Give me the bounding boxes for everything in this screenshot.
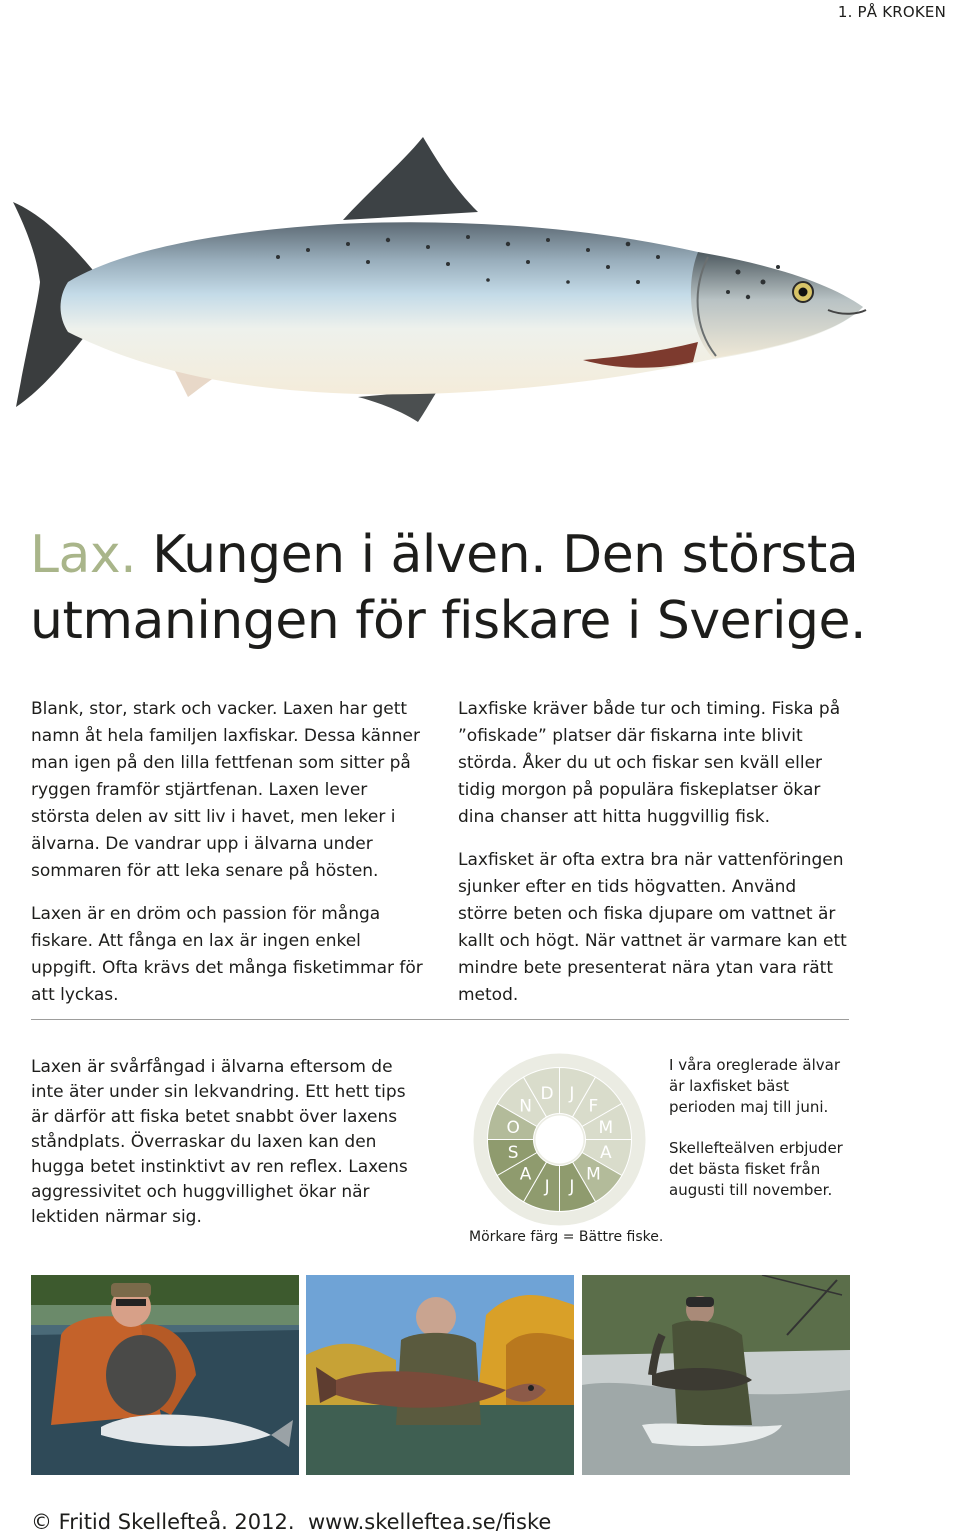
season-note-2: Skellefteälven erbjuder det bästa fisket från augusti till november.	[669, 1139, 843, 1199]
season-notes	[669, 1055, 854, 1221]
wheel-month-label: F	[588, 1096, 599, 1117]
photo-angler-autumn	[306, 1275, 574, 1475]
season-wheel	[472, 1052, 647, 1227]
salmon-illustration	[8, 132, 868, 437]
intro-left-paragraph-1: Blank, stor, stark och vacker. Laxen har gett namn åt hela familjen laxfiskar. Dessa känner man igen på den lilla fettfenan som sitter på ryggen framför stjärtfenan. Laxen lever största delen av sitt liv i havet, men leker i älvarna. De vandrar upp i älvarna under sommaren för att leka senare på hösten.	[31, 699, 420, 881]
intro-right-column	[458, 696, 848, 1025]
season-wheel-caption: Mörkare färg = Bättre fiske.	[469, 1229, 664, 1245]
photo-angler-rapids	[582, 1275, 850, 1475]
wheel-month-label: O	[506, 1118, 520, 1139]
fishing-tip: Laxen är svårfångad i älvarna eftersom de inte äter under sin lekvandring. Ett hett tips är därför att fiska betet snabbt över laxens ståndplats. Överraskar du laxen kan den hugga betet instinktivt av ren reflex. Laxens aggressivitet och huggvillighet ökar när lektiden närmar sig.	[31, 1057, 408, 1227]
headline	[30, 522, 930, 654]
headline-line2: utmaningen för fiskare i Sverige.	[30, 591, 867, 651]
intro-left-paragraph-2: Laxen är en dröm och passion för många fiskare. Att fånga en lax är ingen enkel uppgift. Ofta krävs det många fisketimmar för att lyckas.	[31, 904, 423, 1005]
wheel-month-label: J	[569, 1176, 575, 1197]
intro-left-column	[31, 696, 426, 1025]
section-divider	[31, 1019, 849, 1020]
wheel-month-label: A	[600, 1142, 612, 1163]
wheel-month-label: D	[540, 1084, 554, 1105]
intro-right-paragraph-1: Laxfiske kräver både tur och timing. Fiska på ”ofiskade” platser där fiskarna inte blivit störda. Åker du ut och fiskar sen kväll eller tidig morgon på populära fiskeplatser ökar dina chanser att hitta huggvillig fisk.	[458, 699, 841, 827]
wheel-month-label: M	[586, 1164, 601, 1185]
wheel-month-label: J	[544, 1176, 550, 1197]
season-note-1: I våra oreglerade älvar är laxfisket bäst perioden maj till juni.	[669, 1056, 841, 1116]
section-label: 1. PÅ KROKEN	[837, 3, 946, 21]
wheel-month-label: M	[598, 1118, 614, 1139]
headline-line1: Kungen i älven. Den största	[136, 525, 859, 585]
headline-accent: Lax.	[30, 525, 137, 585]
wheel-month-label: A	[519, 1164, 532, 1185]
footer-url-link[interactable]: www.skelleftea.se/fiske	[308, 1510, 552, 1534]
wheel-month-label: S	[507, 1142, 519, 1163]
wheel-month-label: N	[519, 1096, 532, 1117]
footer-copyright: © Fritid Skellefteå. 2012.	[31, 1510, 295, 1534]
intro-right-paragraph-2: Laxfisket är ofta extra bra när vattenföringen sjunker efter en tids högvatten. Använd större beten och fiska djupare om vattnet är kallt och högt. När vattnet är varmare kan ett mindre bete presenterat nära ytan vara rätt metod.	[458, 850, 847, 1005]
photo-angler-orange-jacket	[31, 1275, 299, 1475]
wheel-month-label: J	[569, 1084, 575, 1105]
wheel-hub	[536, 1116, 584, 1164]
season-wheel-graphic	[472, 1052, 647, 1227]
